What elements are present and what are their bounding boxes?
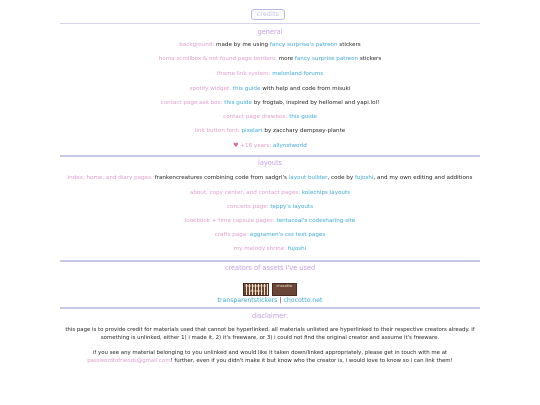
credit-key: iframe link system: xyxy=(216,71,271,77)
credit-row xyxy=(40,246,500,253)
credit-key: contact page drawbox: xyxy=(223,114,288,120)
disclaimer-text: if you see any material belonging to you unlinked and would like it taken down/linked appropriately, please get in touch with me at xyxy=(92,350,448,356)
stamp-chocotto[interactable]: chocotto xyxy=(272,283,298,296)
section-title-layouts: layouts xyxy=(257,159,282,167)
credit-row xyxy=(40,218,500,225)
credit-link[interactable]: fancy surprise patreon xyxy=(294,56,359,62)
divider xyxy=(60,260,480,262)
email-link[interactable]: passwordtofriends@gmail.com xyxy=(87,358,171,364)
credit-row xyxy=(40,114,500,121)
asset-links xyxy=(40,297,500,304)
credit-row xyxy=(40,56,500,63)
section-title-disclaimer: disclaimer: xyxy=(251,312,289,320)
credit-key: link button font: xyxy=(194,128,240,134)
credit-row xyxy=(40,128,500,135)
credit-text: by frogtab, inspired by hellomel and yapi.lol! xyxy=(251,100,380,106)
asset-stamps xyxy=(243,283,297,296)
credit-row xyxy=(40,71,500,78)
credit-text: with help and code from misuki xyxy=(260,86,351,92)
credit-row xyxy=(40,232,500,239)
credit-key: contact page ask box: xyxy=(160,100,223,106)
credit-link[interactable]: this guide xyxy=(289,114,317,120)
credit-text: by zacchary dempsey-plante xyxy=(262,128,346,134)
credit-key: +18 years: xyxy=(240,143,272,149)
credit-link[interactable]: teppy's layouts xyxy=(270,204,314,210)
credit-key: my melody shrine: xyxy=(233,246,286,252)
divider xyxy=(60,23,480,24)
credit-link[interactable]: fujoshi xyxy=(354,175,374,181)
credit-row xyxy=(40,100,500,107)
credit-key: crafts page: xyxy=(214,232,249,238)
credit-text: stickers xyxy=(358,56,382,62)
credit-key: home scrollbox & not found page borders: xyxy=(158,56,277,62)
divider xyxy=(60,307,480,309)
credit-text: made by me using xyxy=(214,42,270,48)
credit-link[interactable]: allynstworld xyxy=(272,143,307,149)
credit-row xyxy=(40,142,500,150)
credit-row xyxy=(40,86,500,93)
credit-link[interactable]: pixelart xyxy=(241,128,263,134)
credit-row xyxy=(40,175,500,182)
stamp-transparentstickers[interactable]: transparent stickers xyxy=(243,283,269,296)
credit-text: stickers xyxy=(337,42,361,48)
asset-link[interactable]: transparentstickers xyxy=(217,297,278,304)
credit-link[interactable]: eggramen's css text pages xyxy=(249,232,326,238)
credit-link[interactable]: layout builder xyxy=(288,175,328,181)
credit-link[interactable]: melonland forums xyxy=(272,71,324,77)
credit-key: about, copy center, and contact pages: xyxy=(189,190,301,196)
credit-key: lookbook + time capsule pages: xyxy=(184,218,275,224)
credit-link[interactable]: fujoshi xyxy=(287,246,307,252)
credit-key: index, home, and diary pages: xyxy=(67,175,153,181)
credit-text: frankencreatures combining code from sadgrl's xyxy=(152,175,289,181)
credit-key: background: xyxy=(179,42,215,48)
asset-separator: | xyxy=(277,297,284,304)
site-logo[interactable]: credits xyxy=(251,9,285,20)
credit-text: , code by xyxy=(327,175,355,181)
credit-link[interactable]: tentacoal's codesharing site xyxy=(276,218,356,224)
credit-link[interactable]: this guide xyxy=(224,100,252,106)
credit-key: spotify widget: xyxy=(189,86,231,92)
section-title-assets: creators of assets I've used xyxy=(224,264,316,272)
disclaimer-text: ! further, even if you didn't make it but know who the creator is, i would love to know so i can link them! xyxy=(170,358,453,364)
credit-row xyxy=(40,190,500,197)
credit-text: , and my own editing and additions xyxy=(373,175,473,181)
credit-link[interactable]: fancy surprise's patreon xyxy=(269,42,338,48)
heart-icon: ♥ xyxy=(233,142,239,149)
asset-link[interactable]: chocotto.net xyxy=(283,297,323,304)
disclaimer-paragraph xyxy=(60,349,480,365)
credit-link[interactable]: this guide xyxy=(232,86,261,92)
section-title-general: general xyxy=(257,28,283,36)
credit-link[interactable]: kolechips layouts xyxy=(301,190,351,196)
divider xyxy=(60,155,480,157)
credit-key: concerts page: xyxy=(226,204,269,210)
credit-text: more xyxy=(276,56,295,62)
disclaimer-paragraph: this page is to provide credit for materials used that cannot be hyperlinked. all materials unlisted are hyperlinked to their respective creators already. if something is unlinked, either 1) i made it, 2) it's freeware, or 3) i could not find the original creator and assume it's freeware. xyxy=(65,327,475,341)
credit-row xyxy=(40,204,500,211)
credit-row xyxy=(40,42,500,49)
